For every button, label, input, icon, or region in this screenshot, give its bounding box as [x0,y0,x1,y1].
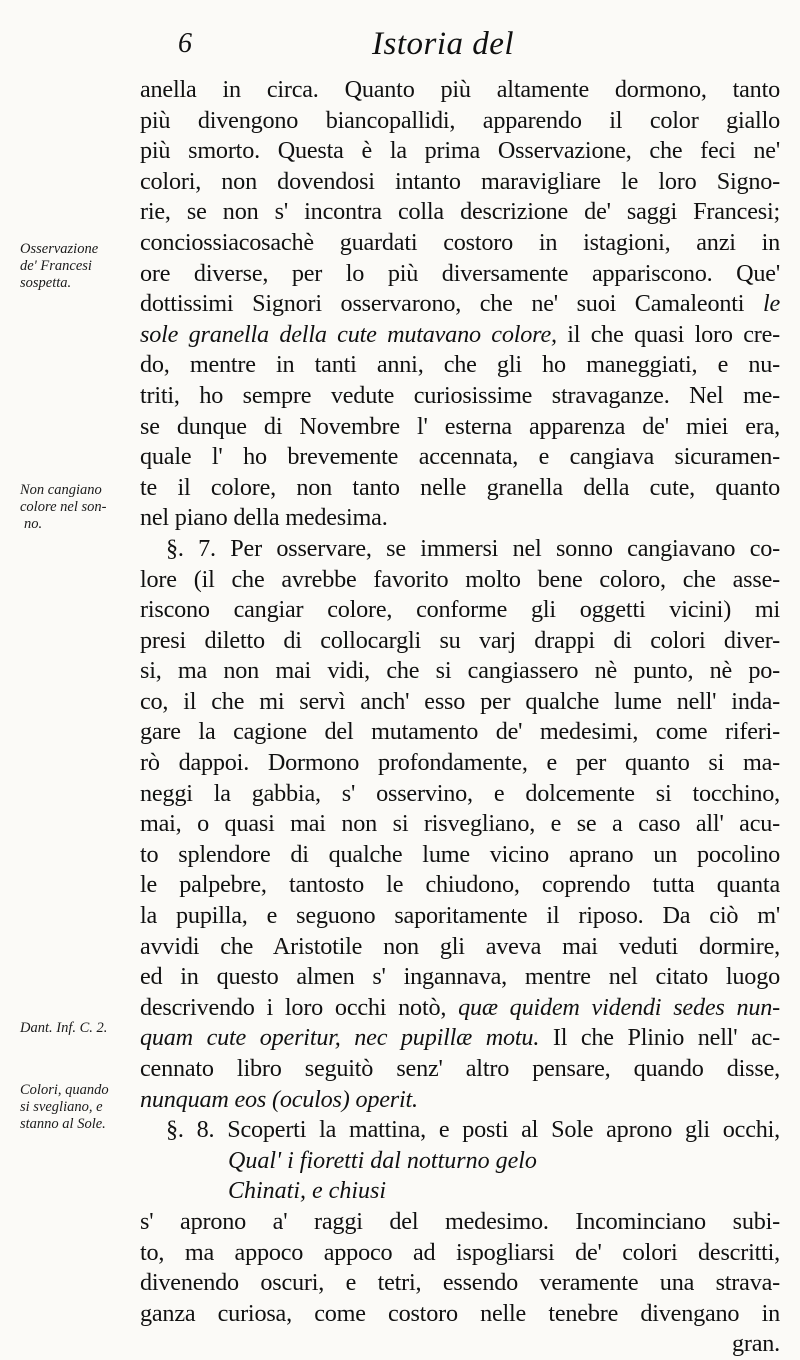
section-8-start: §. 8. Scoperti la mattina, e posti al Sole aprono gli occhi, [166,1116,780,1144]
margin-note-dante-citation [20,1020,107,1037]
text-line: neggi la gabbia, s' osservino, e dolcemente si tocchino, [140,779,780,807]
text-line: rò dappoi. Dormono profondamente, e per quanto si ma- [140,749,780,777]
text-line: s' aprono a' raggi del medesimo. Incominciano subi- [140,1207,780,1235]
text-line: ore diverse, per lo più diversamente appariscono. Que' [140,259,780,287]
margin-note-colori [20,1082,109,1133]
text-line: ganza curiosa, come costoro nelle tenebre divengano in [140,1299,780,1327]
margin-note-line: Dant. Inf. C. 2. [20,1020,108,1036]
text-line: gare la cagione del mutamento de' medesimi, come riferi- [140,718,780,746]
verse-line: Chinati, e chiusi [228,1178,386,1205]
text-line: do, mentre in tanti anni, che gli ho maneggiati, e nu- [140,351,780,379]
text-line: si, ma non mai vidi, che si cangiassero nè punto, nè po- [140,657,780,685]
text-line: la pupilla, e seguono saporitamente il riposo. Da ciò m' [140,902,780,930]
body-text [140,75,780,1360]
latin-quote-line: nunquam eos (oculos) operit. [140,1085,418,1113]
text-line: più smorto. Questa è la prima Osservazione, che feci ne' [140,137,780,165]
text-line: riscono cangiar colore, conforme gli oggetti vicini) mi [140,596,780,624]
dante-verse [140,1146,780,1207]
text-line: divenendo oscuri, e tetri, essendo veramente una strava- [140,1269,780,1297]
catchword: gran. [731,1330,780,1358]
margin-note-line: sospetta. [20,275,72,291]
page-header [0,22,800,68]
text-line: conciossiacosachè guardati costoro in istagioni, anzi in [140,228,780,256]
text-line: più divengono biancopallidi, apparendo il color giallo [140,106,780,134]
margin-note-non-cangiano [20,482,106,533]
text-line [140,1023,780,1054]
latin-quote: quæ quidem videndi sedes nun- [458,993,780,1021]
text-line: le palpebre, tantosto le chiudono, coprendo tutta quanta [140,871,780,899]
verse-line: Qual' i fioretti dal notturno gelo [228,1147,537,1174]
margin-note-line: colore nel son- [20,499,107,515]
text-line: triti, ho sempre vedute curiosissime stravaganze. Nel me- [140,381,780,409]
text-line: rie, se non s' incontra colla descrizione de' saggi Francesi; [140,198,780,226]
margin-note-line: Colori, quando [20,1082,109,1098]
margin-note-line: Non cangiano [20,482,102,498]
text-line [140,320,780,351]
text-line: lore (il che avrebbe favorito molto bene coloro, che asse- [140,565,780,593]
text-line: avvidi che Aristotile non gli aveva mai veduti dormire, [140,932,780,960]
text-line: mai, o quasi mai non si risvegliano, e se a caso all' acu- [140,810,780,838]
margin-note-line: stanno al Sole. [20,1116,106,1132]
section-7-start: §. 7. Per osservare, se immersi nel sonno cangiavano co- [166,534,780,562]
margin-note-line: de' Francesi [20,258,92,274]
text-run: dottissimi Signori osservarono, che ne' suoi Camaleonti [140,290,745,318]
running-head: Istoria del [372,26,515,62]
text-line [140,289,780,320]
text-line: presi diletto di collocargli su varj drappi di colori diver- [140,626,780,654]
text-line [140,993,780,1024]
page-number: 6 [178,28,192,59]
margin-note-line: si svegliano, e [20,1099,103,1115]
italic-run: le [762,290,780,318]
text-run: Il che Plinio nell' ac- [552,1024,780,1052]
italic-run: sole granella della cute mutavano colore, [140,320,557,348]
text-run: il che quasi loro cre- [567,320,780,348]
text-line: te il colore, non tanto nelle granella della cute, quanto [140,473,780,501]
margin-note-line: no. [24,516,43,532]
text-line: co, il che mi servì anch' esso per qualche lume nell' inda- [140,687,780,715]
text-line: se dunque di Novembre l' esterna apparenza de' miei era, [140,412,780,440]
text-line: cennato libro seguitò senz' altro pensare, quando disse, [140,1055,780,1082]
text-line: ed in questo almen s' ingannava, mentre nel citato luogo [140,963,780,991]
margin-note-osservazione [20,241,98,292]
text-line: to, ma appoco appoco ad ispogliarsi de' colori descritti, [140,1238,780,1266]
margin-note-line: Osservazione [20,241,99,257]
text-run: descrivendo i loro occhi notò, [140,993,447,1021]
text-line: nel piano della medesima. [140,504,388,532]
text-line: quale l' ho brevemente accennata, e cangiava sicuramen- [140,443,780,471]
text-line: anella in circa. Quanto più altamente dormono, tanto [140,76,780,103]
text-line: colori, non dovendosi intanto maravigliare le loro Signo- [140,167,780,195]
text-line: to splendore di qualche lume vicino aprano un pocolino [140,840,780,868]
latin-quote: quam cute operitur, nec pupillæ motu. [140,1024,540,1052]
